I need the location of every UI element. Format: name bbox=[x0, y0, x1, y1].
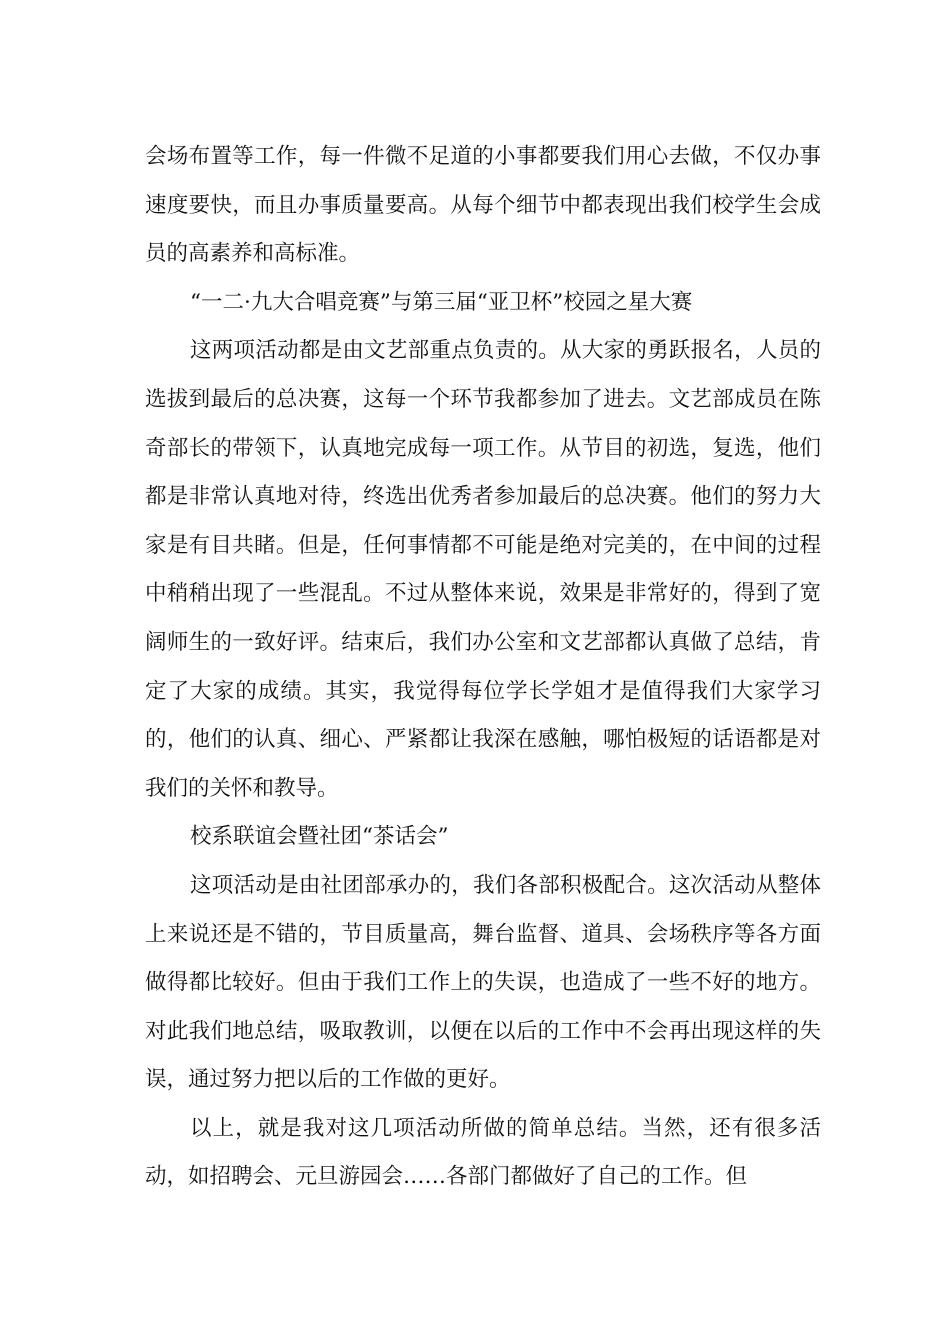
paragraph-continuation: 会场布置等工作，每一件微不足道的小事都要我们用心去做，不仅办事速度要快，而且办事质量要高。从每个细节中都表现出我们校学生会成员的高素养和高标准。 bbox=[145, 144, 821, 267]
section-heading-chorus-contest: “一二·九大合唱竞赛”与第三届“亚卫杯”校园之星大赛 bbox=[190, 289, 693, 315]
paragraph-summary: 以上，就是我对这几项活动所做的简单总结。当然，还有很多活动，如招聘会、元旦游园会……各部门都做好了自己的工作。但 bbox=[145, 1115, 821, 1190]
section-heading-tea-party: 校系联谊会暨社团“茶话会” bbox=[190, 824, 449, 850]
paragraph-club-department: 这项活动是由社团部承办的，我们各部积极配合。这次活动从整体上来说还是不错的，节目质量高，舞台监督、道具、会场秩序等各方面做得都比较好。但由于我们工作上的失误，也造成了一些不好的地方。对此我们地总结，吸取教训，以便在以后的工作中不会再出现这样的失误，通过努力把以后的工作做的更好。 bbox=[145, 872, 821, 1093]
document-body bbox=[145, 133, 821, 1202]
paragraph-arts-department: 这两项活动都是由文艺部重点负责的。从大家的勇跃报名，人员的选拔到最后的总决赛，这每一个环节我都参加了进去。文艺部成员在陈奇部长的带领下，认真地完成每一项工作。从节目的初选，复选，他们都是非常认真地对待，终选出优秀者参加最后的总决赛。他们的努力大家是有目共睹。但是，任何事情都不可能是绝对完美的，在中间的过程中稍稍出现了一些混乱。不过从整体来说，效果是非常好的，得到了宽阔师生的一致好评。结束后，我们办公室和文艺部都认真做了总结，肯定了大家的成绩。其实，我觉得每位学长学姐才是值得我们大家学习的，他们的认真、细心、严紧都让我深在感触，哪怕极短的话语都是对我们的关怀和教导。 bbox=[145, 338, 821, 801]
